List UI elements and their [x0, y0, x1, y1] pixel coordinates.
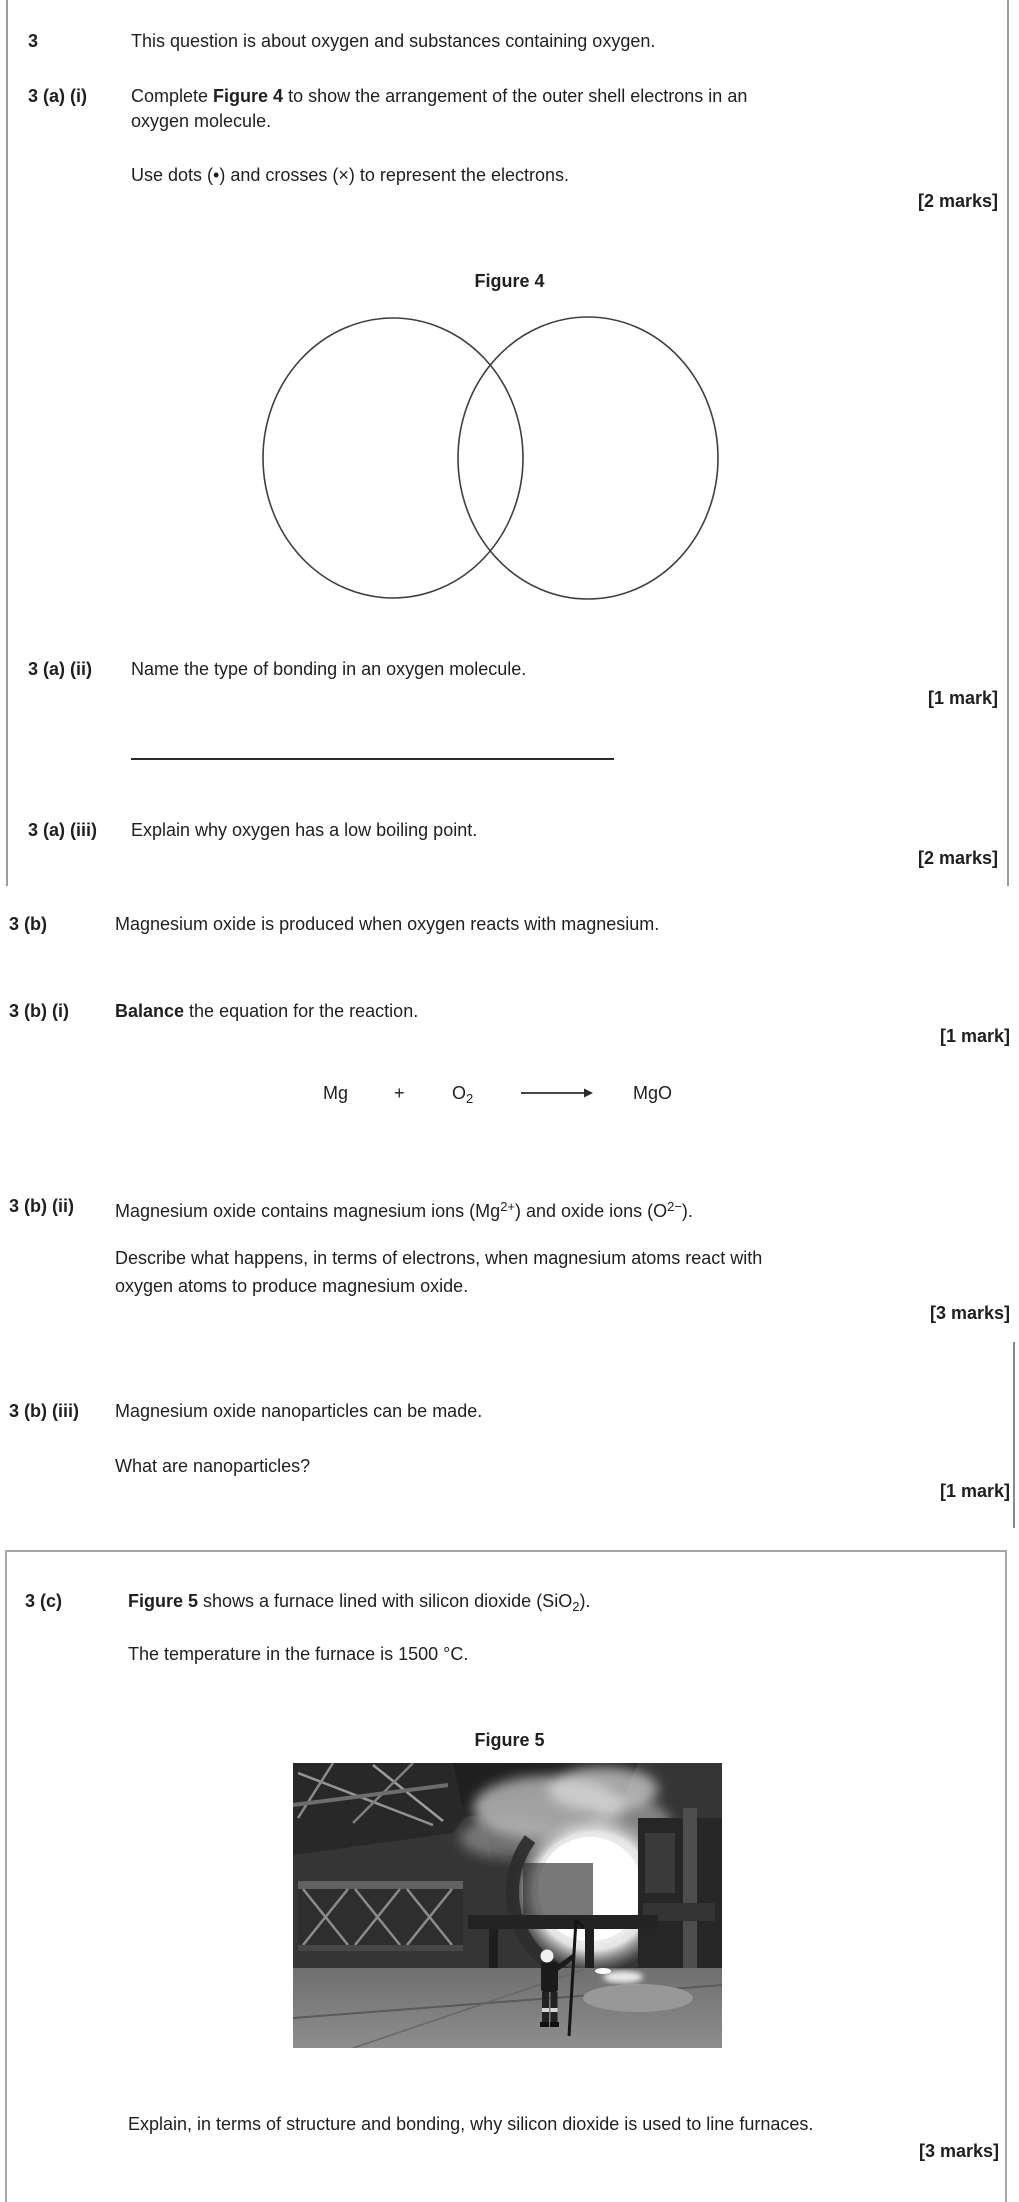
equation-o-subscript: 2 — [466, 1091, 474, 1106]
question-number-3ai: 3 (a) (i) — [28, 86, 88, 106]
question-3bii-ions-line — [115, 1195, 693, 1223]
question-3ai-line2: oxygen molecule. — [131, 111, 272, 131]
marks-3ai: [2 marks] — [917, 191, 998, 211]
question-3c-line1-rest: shows a furnace lined with silicon dioxide (SiO — [198, 1591, 573, 1611]
question-3c-line1 — [128, 1590, 590, 1618]
question-3biii-text: Magnesium oxide nanoparticles can be made. — [115, 1401, 483, 1421]
question-3ai-line1-start: Complete — [131, 86, 214, 106]
question-number-3aii: 3 (a) (ii) — [28, 659, 93, 679]
marks-3biii: [1 mark] — [939, 1481, 1010, 1501]
figure5-title: Figure 5 — [474, 1730, 545, 1750]
question-3bi-rest: the equation for the reaction. — [184, 1001, 419, 1021]
answer-line-3aii — [131, 758, 614, 760]
marks-3c: [3 marks] — [918, 2141, 999, 2161]
right-border-top-section — [1007, 0, 1009, 886]
ions-line-start: Magnesium oxide contains magnesium ions (Mg — [115, 1201, 501, 1221]
marks-3aiii: [2 marks] — [917, 848, 998, 868]
question-3ai-line1 — [131, 85, 747, 108]
ions-line-mid: ) and oxide ions (O — [515, 1201, 668, 1221]
question-3c-line1-end: ). — [579, 1591, 591, 1611]
question-3biii-question: What are nanoparticles? — [115, 1456, 311, 1476]
marks-3bii: [3 marks] — [929, 1303, 1010, 1323]
figure4-reference: Figure 4 — [213, 86, 284, 106]
o-charge-superscript: 2− — [667, 1199, 682, 1214]
question-3bii-describe-line1: Describe what happens, in terms of electrons, when magnesium atoms react with — [115, 1248, 763, 1268]
question-number-3biii: 3 (b) (iii) — [9, 1401, 79, 1421]
balance-keyword: Balance — [115, 1001, 185, 1021]
question-3bii-describe-line2: oxygen atoms to produce magnesium oxide. — [115, 1276, 469, 1296]
question-3b-text: Magnesium oxide is produced when oxygen reacts with magnesium. — [115, 914, 660, 934]
equation-plus-sign: + — [394, 1083, 405, 1103]
question-number-3b: 3 (b) — [9, 914, 47, 934]
right-atom-circle — [458, 317, 718, 599]
question-number-3bii: 3 (b) (ii) — [9, 1196, 74, 1216]
ions-line-end: ). — [681, 1201, 693, 1221]
question-number-3c: 3 (c) — [25, 1591, 63, 1611]
question-3aiii-text: Explain why oxygen has a low boiling point. — [131, 820, 478, 840]
reaction-arrow-icon — [521, 1086, 593, 1100]
figure4-title: Figure 4 — [474, 271, 545, 291]
machinery-right — [638, 1808, 722, 1983]
slag-pile — [583, 1984, 693, 2012]
question-3ai-line1-rest: to show the arrangement of the outer shell electrons in an — [283, 86, 748, 106]
marks-3bi: [1 mark] — [939, 1026, 1010, 1046]
question-3-text: This question is about oxygen and substances containing oxygen. — [131, 31, 656, 51]
marks-3aii: [1 mark] — [927, 688, 998, 708]
mg-charge-superscript: 2+ — [500, 1199, 516, 1214]
question-3ai-dots-instruction: Use dots (•) and crosses (×) to represent the electrons. — [131, 165, 569, 185]
equation-product-mgo: MgO — [633, 1083, 673, 1103]
question-3aii-text: Name the type of bonding in an oxygen molecule. — [131, 659, 527, 679]
question-3c-explain: Explain, in terms of structure and bonding, why silicon dioxide is used to line furnaces. — [128, 2114, 814, 2134]
figure5-reference: Figure 5 — [128, 1591, 199, 1611]
left-atom-circle — [263, 318, 523, 598]
equation-reactant-o2 — [452, 1082, 473, 1110]
equation-o: O — [452, 1083, 467, 1103]
equation-reactant-mg: Mg — [323, 1083, 349, 1103]
question-3c-temperature-line: The temperature in the furnace is 1500 °C. — [128, 1644, 469, 1664]
right-border-3biii-segment — [1013, 1342, 1015, 1528]
figure5-photo — [293, 1763, 722, 2048]
question-3bi-text — [115, 1000, 418, 1023]
question-number-3: 3 — [28, 31, 39, 51]
question-number-3bi: 3 (b) (i) — [9, 1001, 69, 1021]
railing-left — [298, 1881, 463, 1951]
sio2-subscript: 2 — [572, 1599, 580, 1614]
question-number-3aiii: 3 (a) (iii) — [28, 820, 98, 840]
molten-spark — [595, 1968, 611, 1974]
left-border-top-section — [6, 0, 8, 886]
figure4-electron-diagram — [258, 312, 724, 608]
